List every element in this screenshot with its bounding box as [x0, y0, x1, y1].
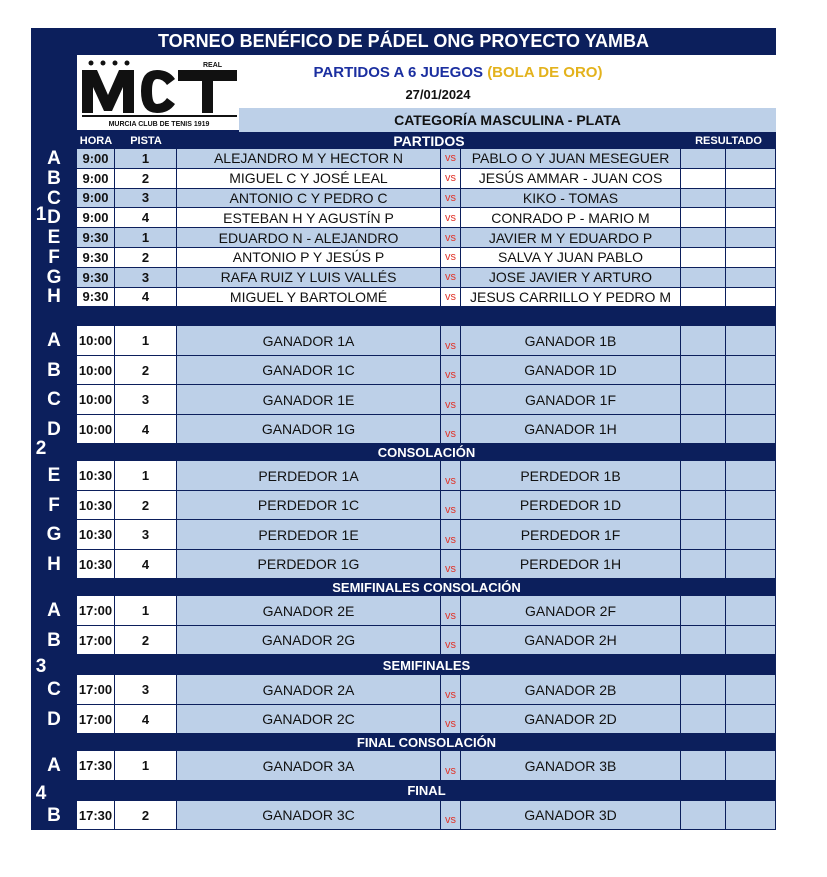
match-time: 17:00: [77, 675, 115, 705]
result-set-1[interactable]: [681, 385, 726, 415]
vs-label: vs: [441, 461, 461, 491]
col-partidos: PARTIDOS: [393, 132, 465, 149]
result-set-1[interactable]: [681, 705, 726, 735]
match-letter: H: [47, 287, 61, 308]
match-court: 3: [115, 189, 177, 209]
vs-label: vs: [441, 751, 461, 781]
match-row: [31, 596, 776, 626]
match-letter: C: [47, 679, 61, 701]
match-letter: A: [47, 755, 61, 777]
section-title: FINAL: [407, 783, 446, 799]
match-time: 9:30: [77, 268, 115, 288]
team-1: PERDEDOR 1C: [177, 491, 441, 521]
section-header-semis: [31, 655, 776, 675]
page-title: TORNEO BENÉFICO DE PÁDEL ONG PROYECTO YAMBA: [157, 31, 650, 51]
team-2: GANADOR 2F: [461, 596, 681, 626]
format-highlight: (BOLA DE ORO): [487, 63, 603, 81]
match-row: [31, 461, 776, 491]
round-number-4: 4: [35, 783, 47, 804]
vs-label: vs: [441, 248, 461, 268]
match-row: [31, 705, 776, 735]
team-1: PERDEDOR 1E: [177, 520, 441, 550]
match-row: [31, 415, 776, 445]
team-2: GANADOR 2D: [461, 705, 681, 735]
result-set-2[interactable]: [726, 801, 776, 831]
team-2: KIKO - TOMAS: [461, 189, 681, 209]
team-1: ALEJANDRO M Y HECTOR N: [177, 149, 441, 169]
match-time: 10:00: [77, 415, 115, 445]
match-time: 9:00: [77, 189, 115, 209]
event-date: 27/01/2024: [405, 86, 471, 102]
match-time: 9:00: [77, 208, 115, 228]
result-set-2[interactable]: [726, 288, 776, 308]
match-letter: F: [48, 247, 60, 268]
team-1: GANADOR 1A: [177, 326, 441, 356]
match-row: [31, 208, 776, 228]
match-letter: D: [47, 418, 61, 440]
header-blank: [677, 55, 776, 108]
result-set-1[interactable]: [681, 169, 726, 189]
team-1: RAFA RUIZ Y LUIS VALLÉS: [177, 268, 441, 288]
result-set-2[interactable]: [726, 626, 776, 656]
team-2: GANADOR 1B: [461, 326, 681, 356]
vs-label: vs: [441, 520, 461, 550]
team-2: JAVIER M Y EDUARDO P: [461, 228, 681, 248]
match-court: 2: [115, 491, 177, 521]
team-2: JESUS CARRILLO Y PEDRO M: [461, 288, 681, 308]
match-time: 9:00: [77, 169, 115, 189]
team-2: PERDEDOR 1D: [461, 491, 681, 521]
team-2: GANADOR 3D: [461, 801, 681, 831]
vs-label: vs: [441, 228, 461, 248]
logo-caption: MURCIA CLUB DE TENIS 1919: [108, 121, 210, 128]
vs-label: vs: [441, 801, 461, 831]
team-2: JESÚS AMMAR - JUAN COS: [461, 169, 681, 189]
match-court: 1: [115, 149, 177, 169]
header-info: [239, 55, 677, 108]
result-set-2[interactable]: [726, 385, 776, 415]
match-court: 4: [115, 208, 177, 228]
match-court: 2: [115, 169, 177, 189]
header-block: [31, 55, 776, 132]
result-set-2[interactable]: [726, 189, 776, 209]
result-set-1[interactable]: [681, 491, 726, 521]
result-set-2[interactable]: [726, 415, 776, 445]
result-set-2[interactable]: [726, 461, 776, 491]
team-1: GANADOR 1G: [177, 415, 441, 445]
match-time: 10:00: [77, 385, 115, 415]
match-court: 3: [115, 385, 177, 415]
result-set-2[interactable]: [726, 228, 776, 248]
format-subtitle: [314, 64, 603, 81]
col-resultado: RESULTADO: [695, 134, 762, 147]
result-set-2[interactable]: [726, 356, 776, 386]
result-set-2[interactable]: [726, 149, 776, 169]
result-set-2[interactable]: [726, 675, 776, 705]
result-set-1[interactable]: [681, 149, 726, 169]
vs-label: vs: [441, 268, 461, 288]
match-row: [31, 520, 776, 550]
match-time: 17:00: [77, 705, 115, 735]
team-1: GANADOR 1E: [177, 385, 441, 415]
result-set-2[interactable]: [726, 705, 776, 735]
match-time: 17:30: [77, 751, 115, 781]
team-2: GANADOR 1D: [461, 356, 681, 386]
match-letter: B: [47, 359, 61, 381]
tournament-sheet: [31, 28, 776, 830]
match-row: [31, 169, 776, 189]
match-row: [31, 385, 776, 415]
result-set-1[interactable]: [681, 550, 726, 580]
column-header: [31, 132, 776, 149]
col-hora: HORA: [79, 134, 113, 147]
result-set-2[interactable]: [726, 208, 776, 228]
match-court: 3: [115, 520, 177, 550]
match-row: [31, 149, 776, 169]
team-2: GANADOR 2H: [461, 626, 681, 656]
match-court: 4: [115, 415, 177, 445]
result-set-2[interactable]: [726, 520, 776, 550]
match-row: [31, 491, 776, 521]
result-set-1[interactable]: [681, 801, 726, 831]
team-1: ESTEBAN H Y AGUSTÍN P: [177, 208, 441, 228]
vs-label: vs: [441, 550, 461, 580]
result-set-1[interactable]: [681, 208, 726, 228]
match-time: 9:30: [77, 248, 115, 268]
team-2: SALVA Y JUAN PABLO: [461, 248, 681, 268]
match-court: 2: [115, 356, 177, 386]
team-1: PERDEDOR 1G: [177, 550, 441, 580]
match-letter: B: [47, 629, 61, 651]
result-set-1[interactable]: [681, 268, 726, 288]
result-set-1[interactable]: [681, 596, 726, 626]
team-1: GANADOR 2C: [177, 705, 441, 735]
match-time: 10:30: [77, 550, 115, 580]
match-court: 1: [115, 461, 177, 491]
match-time: 9:30: [77, 288, 115, 308]
match-letter: E: [47, 465, 61, 487]
result-set-1[interactable]: [681, 626, 726, 656]
section-header-final-consolacion: [31, 734, 776, 751]
match-court: 1: [115, 596, 177, 626]
team-2: PERDEDOR 1F: [461, 520, 681, 550]
category-label: CATEGORÍA MASCULINA - PLATA: [239, 108, 776, 132]
round-number-3: 3: [35, 656, 47, 677]
match-time: 10:30: [77, 520, 115, 550]
match-letter: B: [47, 168, 61, 189]
result-set-1[interactable]: [681, 326, 726, 356]
vs-label: vs: [441, 626, 461, 656]
match-time: 10:00: [77, 326, 115, 356]
match-court: 1: [115, 751, 177, 781]
match-time: 10:30: [77, 491, 115, 521]
round-separator: [31, 307, 776, 326]
result-set-1[interactable]: [681, 751, 726, 781]
team-1: GANADOR 2G: [177, 626, 441, 656]
vs-label: vs: [441, 491, 461, 521]
vs-label: vs: [441, 415, 461, 445]
match-time: 17:00: [77, 626, 115, 656]
result-set-2[interactable]: [726, 268, 776, 288]
match-letter: D: [47, 208, 61, 229]
vs-label: vs: [441, 326, 461, 356]
team-1: MIGUEL Y BARTOLOMÉ: [177, 288, 441, 308]
match-row: [31, 248, 776, 268]
title-bar: [31, 28, 776, 55]
match-letter: F: [48, 494, 60, 516]
match-row: [31, 288, 776, 308]
team-1: GANADOR 3C: [177, 801, 441, 831]
mct-logo-icon: [77, 55, 239, 130]
match-court: 2: [115, 626, 177, 656]
vs-label: vs: [441, 596, 461, 626]
match-letter: D: [47, 708, 61, 730]
team-1: GANADOR 2A: [177, 675, 441, 705]
result-set-2[interactable]: [726, 491, 776, 521]
result-set-1[interactable]: [681, 228, 726, 248]
result-set-1[interactable]: [681, 356, 726, 386]
vs-label: vs: [441, 149, 461, 169]
match-court: 4: [115, 550, 177, 580]
match-letter: B: [47, 804, 61, 826]
match-letter: G: [46, 267, 62, 288]
vs-label: vs: [441, 385, 461, 415]
result-set-2[interactable]: [726, 326, 776, 356]
vs-label: vs: [441, 169, 461, 189]
result-set-1[interactable]: [681, 520, 726, 550]
match-letter: E: [47, 228, 61, 248]
result-set-2[interactable]: [726, 596, 776, 626]
team-1: PERDEDOR 1A: [177, 461, 441, 491]
match-court: 4: [115, 288, 177, 308]
match-letter: C: [47, 188, 61, 209]
team-1: GANADOR 2E: [177, 596, 441, 626]
match-row: [31, 228, 776, 248]
vs-label: vs: [441, 189, 461, 209]
team-2: GANADOR 3B: [461, 751, 681, 781]
team-1: GANADOR 3A: [177, 751, 441, 781]
round-number-2: 2: [35, 438, 47, 459]
team-1: EDUARDO N - ALEJANDRO: [177, 228, 441, 248]
match-court: 1: [115, 228, 177, 248]
club-logo: [77, 55, 239, 130]
match-court: 1: [115, 326, 177, 356]
vs-label: vs: [441, 356, 461, 386]
team-1: ANTONIO P Y JESÚS P: [177, 248, 441, 268]
round-number-1: 1: [35, 204, 47, 225]
match-row: [31, 268, 776, 288]
result-set-2[interactable]: [726, 248, 776, 268]
format-text: PARTIDOS A 6 JUEGOS: [313, 63, 484, 81]
match-time: 10:00: [77, 356, 115, 386]
match-time: 17:00: [77, 596, 115, 626]
match-court: 2: [115, 248, 177, 268]
logo-real-text: REAL: [203, 62, 223, 69]
section-title: SEMIFINALES CONSOLACIÓN: [332, 580, 521, 596]
col-pista: PISTA: [130, 134, 162, 147]
team-2: CONRADO P - MARIO M: [461, 208, 681, 228]
team-2: GANADOR 1F: [461, 385, 681, 415]
section-header-final: [31, 781, 776, 801]
vs-label: vs: [441, 208, 461, 228]
match-row: [31, 801, 776, 831]
match-court: 3: [115, 268, 177, 288]
match-court: 3: [115, 675, 177, 705]
match-court: 2: [115, 801, 177, 831]
match-time: 9:30: [77, 228, 115, 248]
match-time: 9:00: [77, 149, 115, 169]
match-row: [31, 751, 776, 781]
result-set-2[interactable]: [726, 751, 776, 781]
section-title: CONSOLACIÓN: [377, 445, 476, 461]
team-1: ANTONIO C Y PEDRO C: [177, 189, 441, 209]
match-row: [31, 550, 776, 580]
result-set-1[interactable]: [681, 248, 726, 268]
result-set-1[interactable]: [681, 288, 726, 308]
match-letter: A: [47, 149, 61, 169]
section-header-consolacion: [31, 444, 776, 461]
match-row: [31, 356, 776, 386]
team-2: PERDEDOR 1B: [461, 461, 681, 491]
vs-label: vs: [441, 675, 461, 705]
team-2: PABLO O Y JUAN MESEGUER: [461, 149, 681, 169]
match-letter: C: [47, 389, 61, 411]
match-time: 17:30: [77, 801, 115, 831]
match-letter: A: [47, 330, 61, 352]
match-row: [31, 326, 776, 356]
result-set-1[interactable]: [681, 461, 726, 491]
result-set-2[interactable]: [726, 550, 776, 580]
team-1: GANADOR 1C: [177, 356, 441, 386]
team-2: GANADOR 2B: [461, 675, 681, 705]
team-2: PERDEDOR 1H: [461, 550, 681, 580]
result-set-1[interactable]: [681, 189, 726, 209]
match-court: 4: [115, 705, 177, 735]
vs-label: vs: [441, 705, 461, 735]
match-row: [31, 626, 776, 656]
match-row: [31, 189, 776, 209]
section-header-semis-consolacion: [31, 579, 776, 596]
match-time: 10:30: [77, 461, 115, 491]
result-set-1[interactable]: [681, 675, 726, 705]
match-letter: H: [47, 553, 61, 575]
team-1: MIGUEL C Y JOSÉ LEAL: [177, 169, 441, 189]
result-set-2[interactable]: [726, 169, 776, 189]
vs-label: vs: [441, 288, 461, 308]
section-title: FINAL CONSOLACIÓN: [356, 735, 497, 751]
match-row: [31, 675, 776, 705]
team-2: GANADOR 1H: [461, 415, 681, 445]
section-title: SEMIFINALES: [382, 657, 471, 673]
match-letter: G: [46, 524, 62, 546]
match-letter: A: [47, 600, 61, 622]
result-set-1[interactable]: [681, 415, 726, 445]
team-2: JOSE JAVIER Y ARTURO: [461, 268, 681, 288]
